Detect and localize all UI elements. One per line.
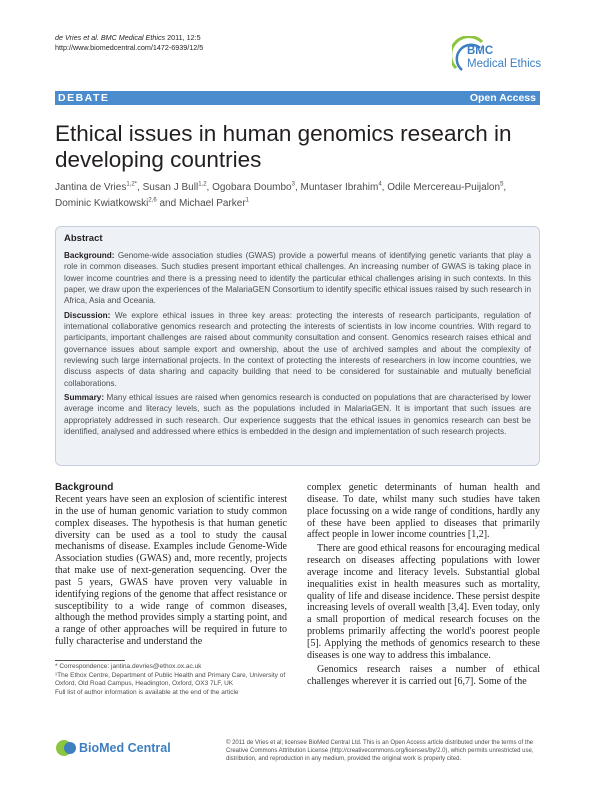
footnotes bbox=[55, 663, 287, 697]
author-name: Dominic Kwiatkowski bbox=[55, 198, 149, 209]
footnote-divider bbox=[55, 660, 125, 661]
section-heading-background: Background bbox=[55, 482, 114, 493]
body-paragraph: complex genetic determinants of human health and disease. To date, whilst many such studies have taken place focussing on a wide range of conditions, hardly any of these have been applied to diseases that primarily affect people in lower income countries [1,2]. bbox=[307, 482, 540, 541]
biomed-central-icon bbox=[55, 738, 81, 758]
abstract-discussion bbox=[64, 310, 531, 389]
abstract-summary-label: Summary: bbox=[64, 393, 105, 403]
author-affiliation-sup: 4 bbox=[378, 181, 382, 188]
license-text: © 2011 de Vries et al; licensee BioMed Central Ltd. This is an Open Access article distributed under the terms of the Creative Commons Attribution License (http://creativecommons.org/licenses/by/2.0), which permits unrestricted use, distribution, and reproduction in any medium, provided the original work is properly cited. bbox=[226, 740, 534, 762]
body-paragraph: Recent years have seen an explosion of scientific interest in the use of human genomic variation to study common complex diseases. The hypothesis is that human genetic diversity can be used as a tool to study the causal mechanisms of disease. Examples include Genome-Wide Association studies (GWAS) and, more recently, projects that make use of next-generation sequencing. Over the past 5 years, GWAS have proven very valuable in identifying regions of the genome that affect resistance or susceptibility to a wide range of common diseases, although the method provides simply a starting point, and a range of other approaches will be required in future to fully characterise and understand the bbox=[55, 494, 287, 648]
abstract-heading: Abstract bbox=[64, 233, 103, 244]
author-affiliation-sup: 2,6 bbox=[148, 197, 157, 204]
logo-bmc-text: BMC bbox=[467, 45, 494, 57]
citation-authors: de Vries et al. bbox=[55, 33, 99, 42]
abstract-background-label: Background: bbox=[64, 251, 115, 260]
body-right-column bbox=[307, 482, 540, 687]
author-affiliation-sup: 1 bbox=[245, 197, 249, 204]
biomed-central-text: BioMed Central bbox=[79, 741, 171, 755]
author-info-note: Full list of author information is available at the end of the article bbox=[55, 688, 239, 696]
article-type-banner bbox=[55, 91, 540, 105]
author-name: Ogobara Doumbo bbox=[212, 182, 292, 193]
abstract-discussion-text: We explore ethical issues in three key areas: protecting the interests of research participants, regulation of international collaborative genomics research and protecting the interests of scientists in low income countries. With regard to participants, important challenges are raised about community consultation and consent. Genomics research raises ethical and governance issues about sample export and ownership, about the use of archived samples and about the complexity of reviewing such large international projects. In the context of protecting the interests of researchers in low income countries, we discuss aspects of data sharing and capacity building that need to be considered for sustainable and mutually beneficial collaborations. bbox=[64, 310, 531, 388]
abstract-discussion-label: Discussion: bbox=[64, 310, 111, 320]
article-url[interactable]: http://www.biomedcentral.com/1472-6939/12/5 bbox=[55, 42, 204, 52]
citation-year-volume: 2011, 12:5 bbox=[167, 33, 201, 42]
citation-header bbox=[55, 33, 335, 52]
author-name: Michael Parker bbox=[178, 198, 246, 209]
abstract-summary bbox=[64, 392, 531, 437]
citation-journal: BMC Medical Ethics bbox=[100, 33, 166, 42]
correspondence-note: * Correspondence: jantina.devries@ethox.ox.ac.uk bbox=[55, 663, 202, 670]
logo-journal-text: Medical Ethics bbox=[467, 58, 542, 70]
citation-line bbox=[55, 33, 335, 43]
author-name: Susan J Bull bbox=[142, 182, 199, 193]
author-affiliation-sup: 1,2 bbox=[198, 181, 207, 188]
affiliation-note: ¹The Ethox Centre, Department of Public Health and Primary Care, University of Oxford, Old Road Campus, Headington, Oxford, OX3 7LF, UK bbox=[55, 671, 286, 687]
article-title: Ethical issues in human genomics research in developing countries bbox=[55, 121, 512, 172]
article-type-label: DEBATE bbox=[58, 92, 110, 104]
author-affiliation-sup: 1,2* bbox=[126, 181, 138, 188]
abstract-background-text: Genome-wide association studies (GWAS) provide a powerful means of identifying genetic variants that play a role in common diseases. Such studies present important ethical challenges. An increasing number of GWAS is taking place in lower income countries and there is a pressing need to identify the particular ethical challenges arising in such contexts. In this paper, we draw upon the experiences of the MalariaGEN Consortium to identify specific ethical issues raised by such research in Africa, Asia and Oceania. bbox=[64, 251, 532, 306]
author-affiliation-sup: 5 bbox=[500, 181, 504, 188]
body-left-column bbox=[55, 482, 287, 648]
body-paragraph: There are good ethical reasons for encouraging medical research on diseases affecting populations with lower average income and literacy levels. Substantial global inequalities exist in health measures such as mortality, quality of life and disease incidence. These persist despite increasing levels of overall wealth [3,4]. Even today, only a small proportion of medical research focuses on the problems primarily affecting the world's poorest people [5]. Applying the methods of genomics research to these diseases is one way to address this imbalance. bbox=[307, 543, 540, 661]
abstract-box bbox=[55, 226, 540, 466]
author-list: Jantina de Vries$^{1,2*}$, Susan J Bull$^{1,2}$, Ogobara Doumbo$^3$, Muntaser Ibrahim$^4$, Odile Mercereau-Puijalon$^5$, Dominic Kwiatkowski$^{2,6}$ and Michael Parker$^1$ bbox=[55, 181, 507, 209]
author-affiliation-sup: 3 bbox=[291, 181, 295, 188]
author-name: Jantina de Vries bbox=[55, 182, 127, 193]
body-paragraph: Genomics research raises a number of ethical challenges wherever it is carried out [6,7]. Some of the bbox=[307, 663, 540, 687]
abstract-background bbox=[64, 250, 531, 307]
open-access-label: Open Access bbox=[469, 92, 536, 104]
abstract-summary-text: Many ethical issues are raised when genomics research is conducted on populations that are characterised by lower average income and literacy levels, such as the populations included in MalariaGEN. It is important that such issues are appropriately addressed in such research. Our experience suggests that the ethical issues in genomics research can best be identified, analysed and addressed where ethics is embedded in the design and implementation of such research projects. bbox=[64, 393, 531, 437]
author-name: Muntaser Ibrahim bbox=[300, 182, 379, 193]
author-name: Odile Mercereau-Puijalon bbox=[387, 182, 501, 193]
journal-logo bbox=[452, 36, 542, 76]
